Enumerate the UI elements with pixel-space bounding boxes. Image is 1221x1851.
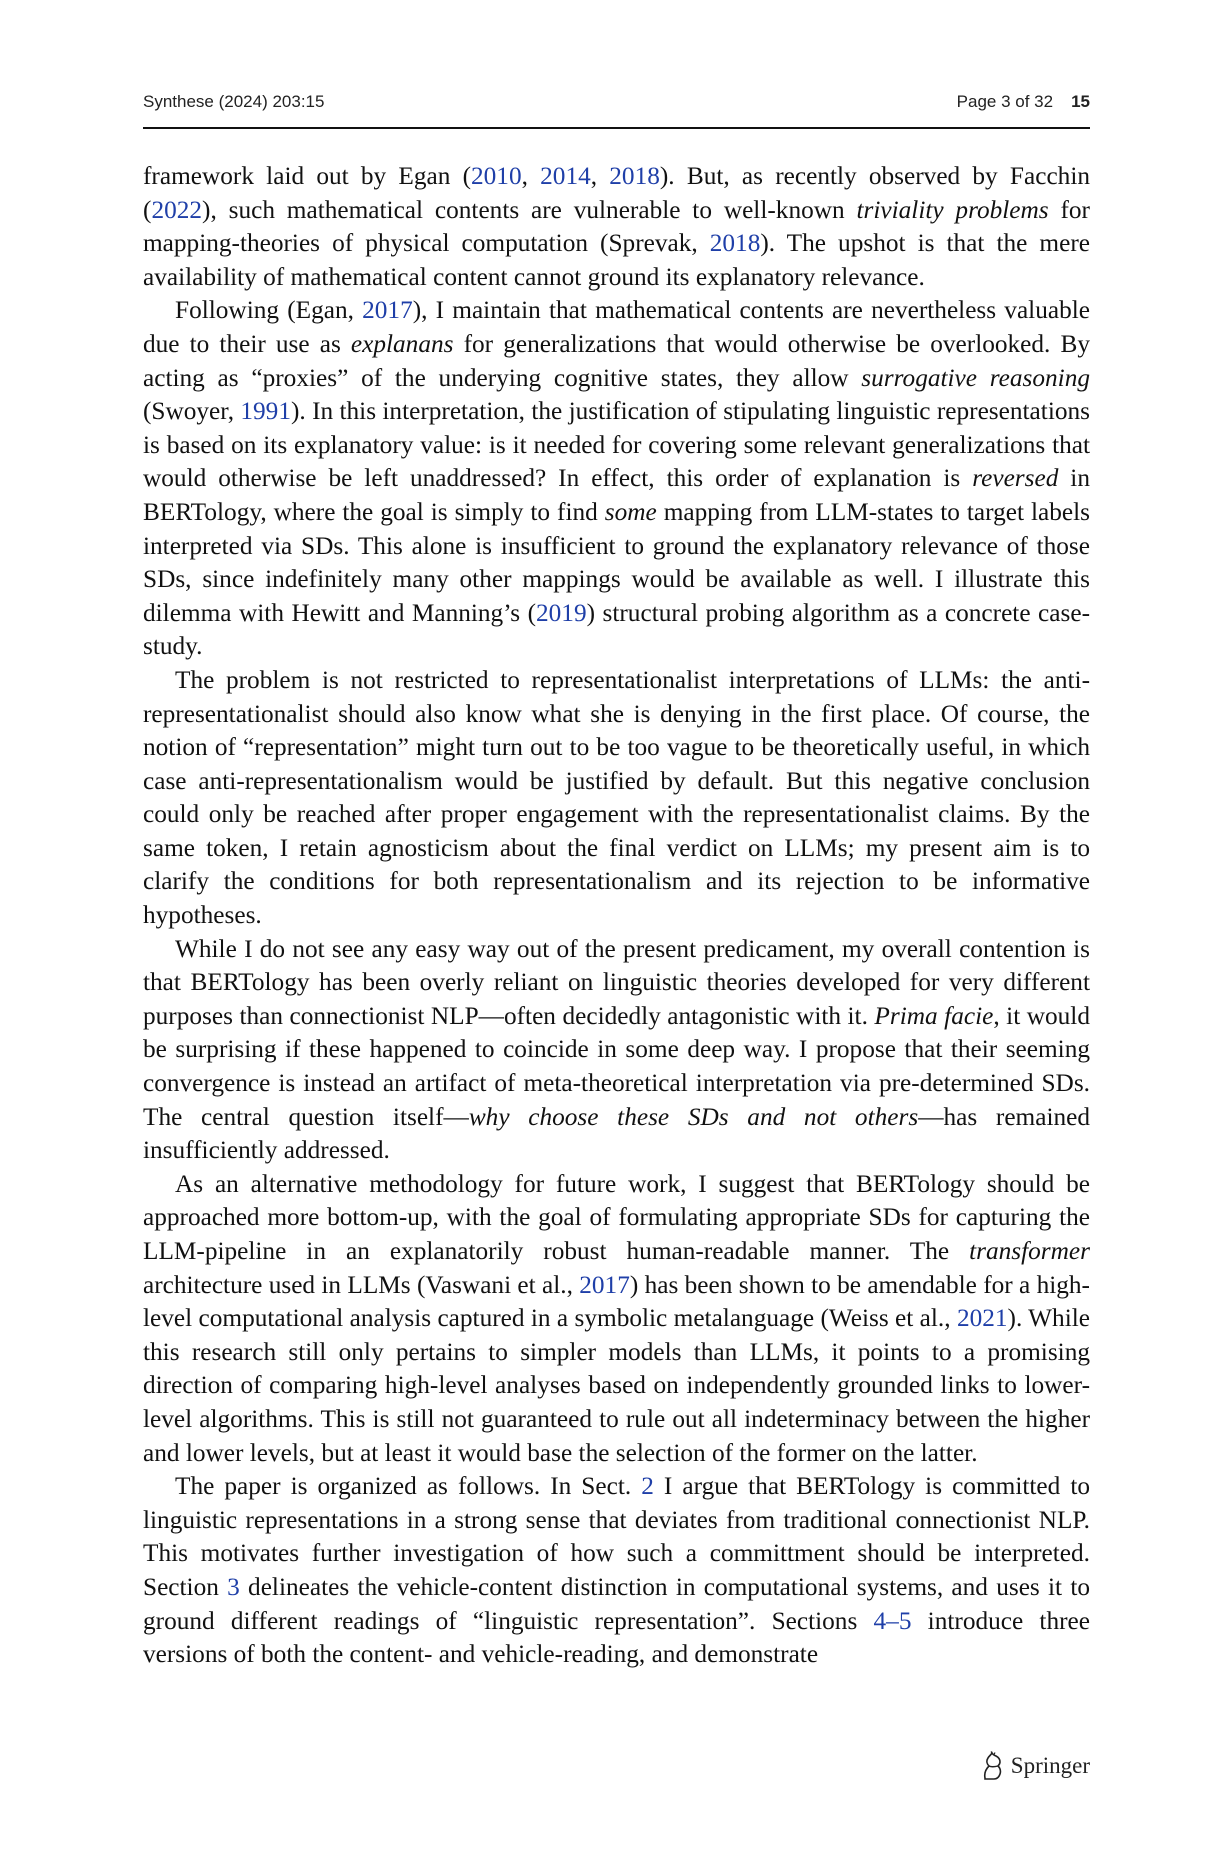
text-run: ). In this interpretation, the justification of stipulating linguistic representations is based on its explanatory value: is it needed for covering some relevant generalizations that would otherwise be left unaddressed? In effect, this order of explanation is (143, 397, 1090, 493)
emphasis-text: explanans (350, 329, 454, 358)
citation-link[interactable]: 4–5 (873, 1606, 912, 1635)
text-run: ) has been shown to be amendable for a high-level computational analysis captured in a symbolic metalanguage (Weiss et al., (143, 1270, 1090, 1333)
emphasis-text: surrogative reasoning (861, 363, 1090, 392)
page-label: Page 3 of 32 (956, 92, 1054, 111)
text-run: —has remained insufficiently addressed. (143, 1102, 1091, 1165)
text-run: architecture used in LLMs (Vaswani et al., (143, 1270, 580, 1299)
text-run: for mapping-theories of physical computation (Sprevak, (143, 195, 1090, 258)
emphasis-text: some (604, 497, 657, 526)
springer-horse-icon (979, 1751, 1005, 1781)
citation-link[interactable]: 2017 (362, 296, 413, 325)
body-text (143, 160, 1090, 1672)
text-run: framework laid out by Egan ( (143, 162, 471, 190)
text-run: , it would be surprising if these happened to coincide in some deep way. I propose that their seeming convergence is instead an artifact of meta-theoretical interpretation via pre-determined SDs. The central question itself— (143, 1001, 1090, 1131)
text-run: (Swoyer, (143, 397, 241, 426)
citation-link[interactable]: 2021 (956, 1304, 1008, 1333)
citation-link[interactable]: 2018 (709, 229, 761, 258)
citation-link[interactable]: 1991 (240, 397, 291, 426)
paragraph (143, 1470, 1090, 1672)
paragraph (143, 160, 1090, 294)
text-run: introduce three versions of both the content- and vehicle-reading, and demonstrate (143, 1606, 1090, 1669)
paragraph (143, 294, 1090, 664)
page-number: 15 (1071, 92, 1090, 111)
emphasis-text: reversed (972, 464, 1059, 493)
page-indicator (957, 92, 1090, 112)
citation-link[interactable]: 2019 (536, 598, 587, 627)
text-run: , (590, 162, 610, 190)
text-run: I argue that BERTology is committed to linguistic representations in a strong sense that deviates from traditional connectionist NLP. This motivates further investigation of how such a committment should be interpreted. Section (143, 1472, 1090, 1601)
emphasis-text: triviality problems (856, 195, 1049, 224)
text-run: ) structural probing algorithm as a concrete case-study. (143, 598, 1090, 661)
text-run: for generalizations that would otherwise be overlooked. By acting as “proxies” of the underying cognitive states, they allow (143, 329, 1091, 392)
citation-link[interactable]: 3 (227, 1572, 240, 1601)
text-run: The paper is organized as follows. In Sect. (175, 1472, 642, 1501)
header-rule (143, 127, 1090, 129)
citation-link[interactable]: 2014 (540, 162, 591, 190)
citation-link[interactable]: 2022 (151, 195, 203, 224)
text-run: ). The upshot is that the mere availability of mathematical content cannot ground its explanatory relevance. (143, 229, 1090, 291)
paragraph (143, 1168, 1090, 1470)
citation-link[interactable]: 2018 (609, 162, 660, 190)
text-run: ). While this research still only pertains to simpler models than LLMs, it points to a promising direction of comparing high-level analyses based on independently grounded links to lower-level algorithms. This is still not guaranteed to rule out all indeterminacy between the higher and lower levels, but at least it would base the selection of the former on the latter. (143, 1304, 1090, 1467)
text-run: delineates the vehicle-content distinction in computational systems, and uses it to ground different readings of “linguistic representation”. Sections (143, 1572, 1091, 1635)
journal-citation: Synthese (2024) 203:15 (143, 92, 325, 111)
text-run: ), I maintain that mathematical contents are nevertheless valuable due to their use as (143, 296, 1090, 358)
citation-link[interactable]: 2 (641, 1472, 654, 1501)
text-run: , (521, 162, 541, 190)
text-run: While I do not see any easy way out of the present predicament, my overall contention is that BERTology has been overly reliant on linguistic theories developed for very different purposes than connectionist NLP—often decidedly antagonistic with it. (143, 934, 1090, 1030)
text-run: ), such mathematical contents are vulnerable to well-known (202, 195, 857, 224)
text-run: mapping from LLM-states to target labels interpreted via SDs. This alone is insufficient to ground the explanatory relevance of those SDs, since indefinitely many other mappings would be available as well. I illustrate this dilemma with Hewitt and Manning’s ( (143, 497, 1090, 627)
text-run: As an alternative methodology for future work, I suggest that BERTology should be approached more bottom-up, with the goal of formulating appropriate SDs for capturing the LLM-pipeline in an explanatorily robust human-readable manner. The (143, 1169, 1090, 1265)
citation-link[interactable]: 2010 (471, 162, 522, 190)
emphasis-text: why choose these SDs and not others (468, 1102, 919, 1131)
paragraph (143, 664, 1090, 933)
citation-link[interactable]: 2017 (579, 1270, 630, 1299)
text-run: Following (Egan, (175, 296, 363, 325)
text-run: ). But, as recently observed by Facchin ( (143, 162, 1090, 224)
text-run: in BERTology, where the goal is simply to find (143, 464, 1090, 526)
publisher-footer (979, 1748, 1090, 1784)
text-run: The problem is not restricted to representationalist interpretations of LLMs: the anti-representationalist should also know what she is denying in the first place. Of course, the notion of “representation” might turn out to be too vague to be theoretically useful, in which case anti-representationalism would be justified by default. But this negative conclusion could only be reached after proper engagement with the representationalist claims. By the same token, I retain agnosticism about the final verdict on LLMs; my present aim is to clarify the conditions for both representationalism and its rejection to be informative hypotheses. (143, 665, 1090, 930)
emphasis-text: Prima facie (874, 1001, 994, 1030)
publisher-name: Springer (1010, 1753, 1090, 1778)
running-header (143, 92, 1090, 122)
paragraph (143, 933, 1090, 1168)
emphasis-text: transformer (969, 1237, 1090, 1265)
